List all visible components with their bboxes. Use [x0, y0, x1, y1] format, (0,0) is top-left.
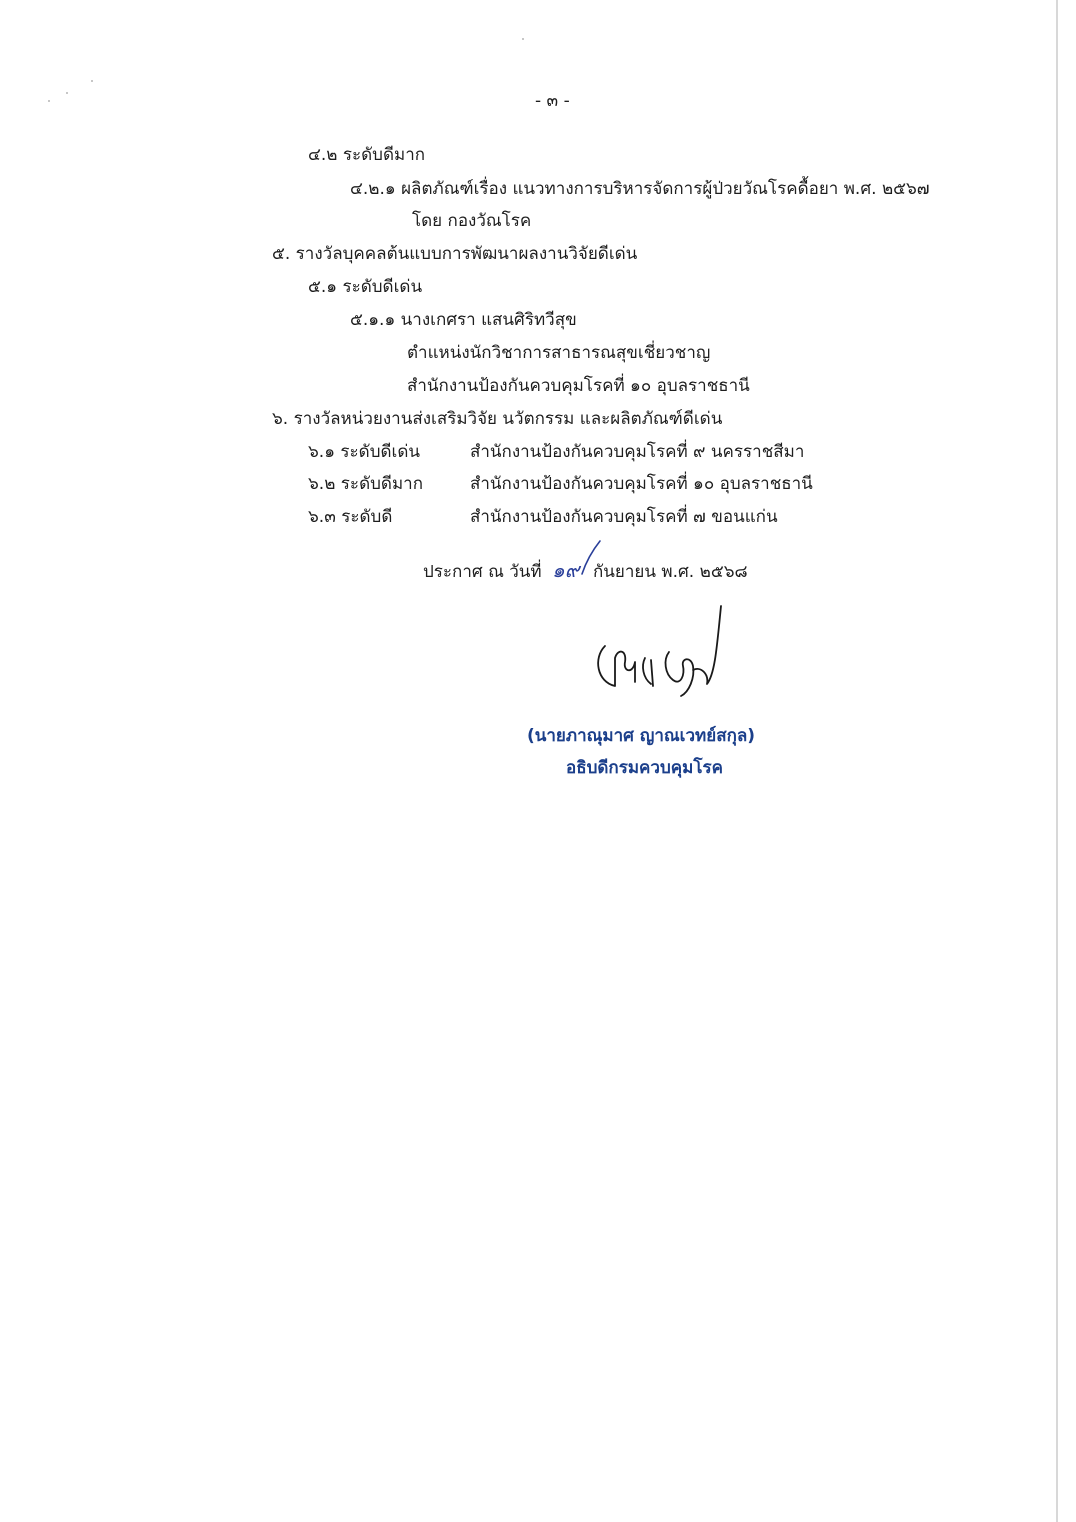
award-unit: สำนักงานป้องกันควบคุมโรคที่ ๙ นครราชสีมา — [470, 442, 805, 462]
item-5-1-1-position: ตำแหน่งนักวิชาการสาธารณสุขเชี่ยวชาญ — [407, 343, 711, 363]
scan-page-edge — [1056, 0, 1058, 1522]
section-6-heading: ๖. รางวัลหน่วยงานส่งเสริมวิจัย นวัตกรรม และผลิตภัณฑ์ดีเด่น — [272, 409, 723, 429]
scan-speck — [522, 38, 524, 40]
item-4-2-1: ๔.๒.๑ ผลิตภัณฑ์เรื่อง แนวทางการบริหารจัดการผู้ป่วยวัณโรคดื้อยา พ.ศ. ๒๕๖๗ — [350, 179, 930, 199]
award-level: ๖.๒ ระดับดีมาก — [308, 474, 423, 494]
award-level: ๖.๑ ระดับดีเด่น — [308, 442, 420, 462]
announcement-prefix: ประกาศ ณ วันที่ — [423, 562, 542, 582]
scan-speck — [66, 92, 68, 94]
item-4-2-1-by: โดย กองวัณโรค — [412, 211, 532, 231]
item-5-1-1: ๕.๑.๑ นางเกศรา แสนศิริทวีสุข — [350, 310, 577, 330]
announcement-month-year: กันยายน พ.ศ. ๒๕๖๘ — [593, 562, 748, 582]
signature-icon — [585, 600, 735, 700]
award-unit: สำนักงานป้องกันควบคุมโรคที่ ๗ ขอนแก่น — [470, 507, 778, 527]
section-5-heading: ๕. รางวัลบุคคลต้นแบบการพัฒนาผลงานวิจัยดีเด่น — [272, 244, 638, 264]
award-level: ๖.๓ ระดับดี — [308, 507, 393, 527]
award-unit: สำนักงานป้องกันควบคุมโรคที่ ๑๐ อุบลราชธานี — [470, 474, 813, 494]
item-5-1-1-office: สำนักงานป้องกันควบคุมโรคที่ ๑๐ อุบลราชธานี — [407, 376, 750, 396]
announcement-day: ๑๙ — [552, 558, 580, 582]
scan-speck — [91, 80, 93, 82]
level-4-2-heading: ๔.๒ ระดับดีมาก — [308, 145, 426, 165]
scan-speck — [48, 100, 50, 102]
level-5-1-heading: ๕.๑ ระดับดีเด่น — [308, 277, 423, 297]
signatory-name: (นายภาณุมาศ ญาณเวทย์สกุล) — [527, 726, 756, 746]
page-number: - ๓ - — [535, 91, 570, 111]
day-handwriting-stroke — [578, 538, 608, 578]
signatory-title: อธิบดีกรมควบคุมโรค — [566, 758, 723, 778]
